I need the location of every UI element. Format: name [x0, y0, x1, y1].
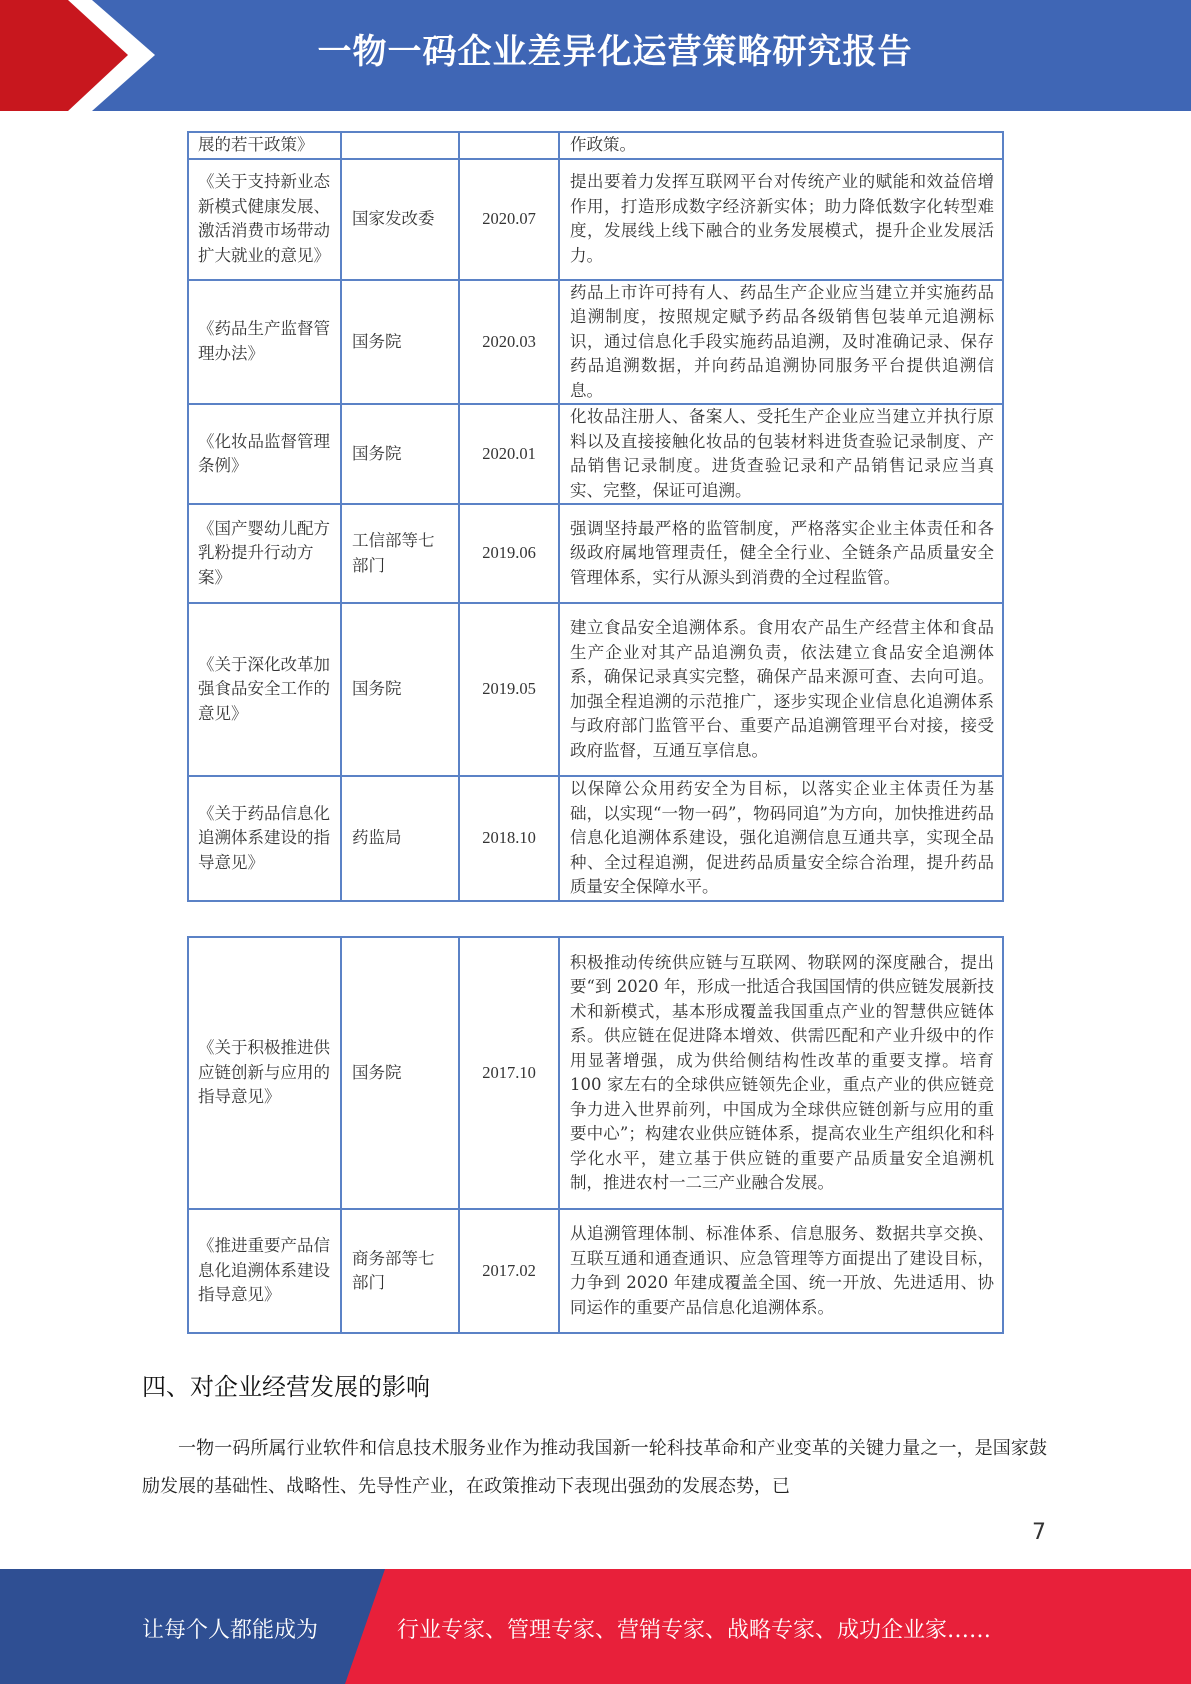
date-cell: 2020.07 — [459, 159, 559, 280]
date-cell: 2017.02 — [459, 1209, 559, 1333]
header-arrow-decoration — [0, 0, 155, 111]
policy-table-2 — [187, 936, 1004, 1334]
table-row — [188, 280, 1003, 405]
issuer-cell: 国务院 — [341, 280, 459, 405]
date-cell: 2019.05 — [459, 603, 559, 776]
date-cell: 2018.10 — [459, 776, 559, 901]
date-cell: 2017.10 — [459, 937, 559, 1209]
table-row — [188, 1209, 1003, 1333]
table-row — [188, 776, 1003, 901]
policy-table-1 — [187, 131, 1004, 902]
content-cell: 以保障公众用药安全为目标，以落实企业主体责任为基础，以实现“一物一码”，物码同追”为方向，加快推进药品信息化追溯体系建设，强化追溯信息互通共享，实现全品种、全过程追溯，促进药品质量安全综合治理，提升药品质量安全保障水平。 — [559, 776, 1003, 901]
table-row — [188, 159, 1003, 280]
content-cell: 提出要着力发挥互联网平台对传统产业的赋能和效益倍增作用，打造形成数字经济新实体；助力降低数字化转型难度，发展线上线下融合的业务发展模式，提升企业发展活力。 — [559, 159, 1003, 280]
section-heading: 四、对企业经营发展的影响 — [142, 1373, 430, 1401]
date-cell: 2019.06 — [459, 504, 559, 603]
policy-name-cell: 《关于支持新业态新模式健康发展、激活消费市场带动扩大就业的意见》 — [188, 159, 341, 280]
table-row — [188, 132, 1003, 159]
content-cell: 强调坚持最严格的监管制度，严格落实企业主体责任和各级政府属地管理责任，健全全行业、全链条产品质量安全管理体系，实行从源头到消费的全过程监管。 — [559, 504, 1003, 603]
content-cell: 作政策。 — [559, 132, 1003, 159]
footer-slogan-left: 让每个人都能成为 — [142, 1618, 319, 1643]
page-footer — [0, 1569, 1191, 1684]
footer-slogan-right: 行业专家、管理专家、营销专家、战略专家、成功企业家…… — [397, 1618, 992, 1643]
issuer-cell — [341, 132, 459, 159]
policy-name-cell: 《药品生产监督管理办法》 — [188, 280, 341, 405]
issuer-cell: 工信部等七部门 — [341, 504, 459, 603]
content-cell: 药品上市许可持有人、药品生产企业应当建立并实施药品追溯制度，按照规定赋予药品各级销售包装单元追溯标识，通过信息化手段实施药品追溯，及时准确记录、保存药品追溯数据，并向药品追溯协同服务平台提供追溯信息。 — [559, 280, 1003, 405]
table-row — [188, 404, 1003, 504]
date-cell: 2020.03 — [459, 280, 559, 405]
policy-name-cell: 《化妆品监督管理条例》 — [188, 404, 341, 504]
report-title: 一物一码企业差异化运营策略研究报告 — [317, 32, 913, 72]
content-cell: 积极推动传统供应链与互联网、物联网的深度融合，提出要“到 2020 年，形成一批适合我国国情的供应链发展新技术和新模式，基本形成覆盖我国重点产业的智慧供应链体系。供应链在促进降本增效、供需匹配和产业升级中的作用显著增强，成为供给侧结构性改革的重要支撑。培育 100 家左右的全球供应链领先企业，重点产业的供应链竞争力进入世界前列，中国成为全球供应链创新与应用的重要中心”；构建农业供应链体系，提高农业生产组织化和科学化水平，建立基于供应链的重要产品质量安全追溯机制，推进农村一二三产业融合发展。 — [559, 937, 1003, 1209]
content-cell: 化妆品注册人、备案人、受托生产企业应当建立并执行原料以及直接接触化妆品的包装材料进货查验记录制度、产品销售记录制度。进货查验记录和产品销售记录应当真实、完整，保证可追溯。 — [559, 404, 1003, 504]
policy-name-cell: 展的若干政策》 — [188, 132, 341, 159]
policy-name-cell: 《国产婴幼儿配方乳粉提升行动方案》 — [188, 504, 341, 603]
issuer-cell: 商务部等七部门 — [341, 1209, 459, 1333]
page-header — [0, 0, 1191, 111]
table-row — [188, 504, 1003, 603]
issuer-cell: 药监局 — [341, 776, 459, 901]
issuer-cell: 国务院 — [341, 937, 459, 1209]
policy-name-cell: 《关于积极推进供应链创新与应用的指导意见》 — [188, 937, 341, 1209]
issuer-cell: 国务院 — [341, 404, 459, 504]
issuer-cell: 国务院 — [341, 603, 459, 776]
policy-name-cell: 《推进重要产品信息化追溯体系建设指导意见》 — [188, 1209, 341, 1333]
issuer-cell: 国家发改委 — [341, 159, 459, 280]
table-row — [188, 603, 1003, 776]
date-cell: 2020.01 — [459, 404, 559, 504]
table-row — [188, 937, 1003, 1209]
date-cell — [459, 132, 559, 159]
content-cell: 从追溯管理体制、标准体系、信息服务、数据共享交换、互联互通和通查通识、应急管理等方面提出了建设目标，力争到 2020 年建成覆盖全国、统一开放、先进适用、协同运作的重要产品信息化追溯体系。 — [559, 1209, 1003, 1333]
content-cell: 建立食品安全追溯体系。食用农产品生产经营主体和食品生产企业对其产品追溯负责，依法建立食品安全追溯体系，确保记录真实完整，确保产品来源可查、去向可追。加强全程追溯的示范推广，逐步实现企业信息化追溯体系与政府部门监管平台、重要产品追溯管理平台对接，接受政府监督，互通互享信息。 — [559, 603, 1003, 776]
body-paragraph: 一物一码所属行业软件和信息技术服务业作为推动我国新一轮科技革命和产业变革的关键力量之一，是国家鼓励发展的基础性、战略性、先导性产业，在政策推动下表现出强劲的发展态势，已 — [142, 1438, 1047, 1497]
policy-name-cell: 《关于深化改革加强食品安全工作的意见》 — [188, 603, 341, 776]
page-number: 7 — [1032, 1520, 1046, 1545]
policy-name-cell: 《关于药品信息化追溯体系建设的指导意见》 — [188, 776, 341, 901]
